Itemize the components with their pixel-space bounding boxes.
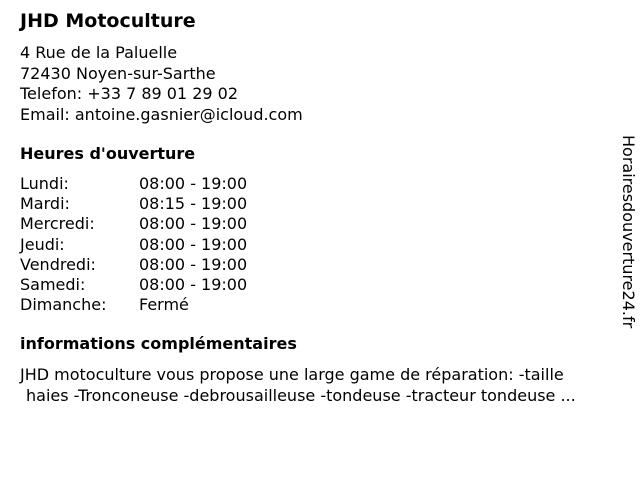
hours-row-monday	[20, 174, 320, 194]
time-range: 08:00 - 19:00	[139, 214, 248, 234]
phone-number: Telefon: +33 7 89 01 29 02	[20, 84, 239, 103]
day-label: Vendredi:	[20, 254, 96, 274]
hours-row-sunday	[20, 295, 320, 315]
description-line: haies -Tronconeuse -debrousailleuse -tondeuse -tracteur tondeuse ...	[26, 386, 576, 405]
business-address	[20, 43, 303, 125]
time-range: 08:15 - 19:00	[139, 194, 248, 214]
day-label: Samedi:	[20, 274, 86, 294]
description-line: JHD motoculture vous propose une large game de réparation: -taille	[20, 365, 564, 384]
time-range: 08:00 - 19:00	[139, 234, 248, 254]
hours-row-tuesday	[20, 194, 320, 214]
day-label: Mercredi:	[20, 214, 95, 234]
opening-hours-table	[20, 174, 320, 315]
time-range: 08:00 - 19:00	[139, 274, 248, 294]
business-name: JHD Motoculture	[20, 10, 196, 32]
day-label: Mardi:	[20, 194, 70, 214]
email-address: Email: antoine.gasnier@icloud.com	[20, 104, 303, 124]
hours-row-thursday	[20, 235, 320, 255]
opening-hours-heading: Heures d'ouverture	[20, 144, 196, 163]
day-label: Jeudi:	[20, 234, 65, 254]
address-city: 72430 Noyen-sur-Sarthe	[20, 63, 216, 83]
hours-row-saturday	[20, 275, 320, 295]
time-range: 08:00 - 19:00	[139, 254, 248, 274]
hours-row-wednesday	[20, 214, 320, 234]
site-watermark: Horairesdouverture24.fr	[619, 135, 638, 329]
day-label: Lundi:	[20, 174, 69, 193]
time-range: Fermé	[139, 295, 189, 315]
day-label: Dimanche:	[20, 295, 107, 315]
time-range: 08:00 - 19:00	[139, 174, 248, 193]
address-street: 4 Rue de la Paluelle	[20, 43, 178, 62]
hours-row-friday	[20, 255, 320, 275]
additional-info-heading: informations complémentaires	[20, 334, 297, 353]
additional-info-text	[20, 364, 630, 406]
